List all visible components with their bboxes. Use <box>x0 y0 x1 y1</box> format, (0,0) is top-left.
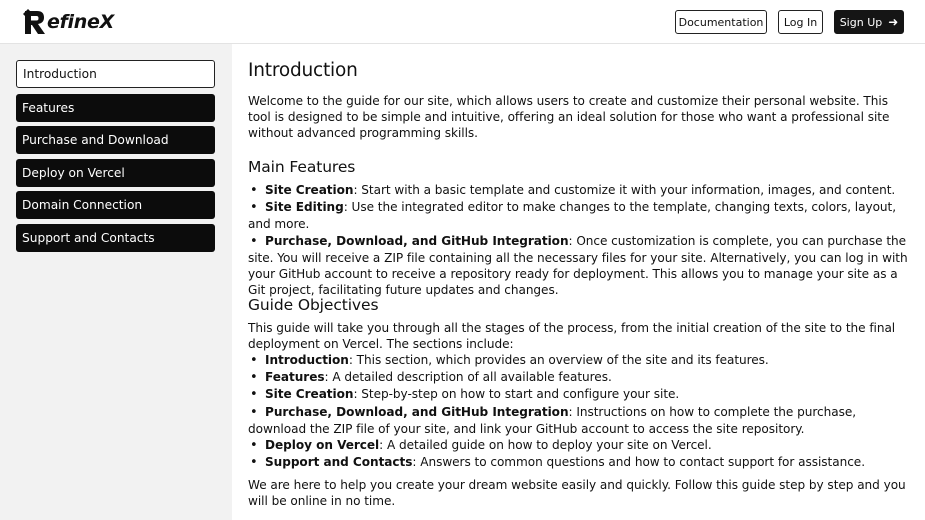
list-item <box>248 386 910 403</box>
list-item-text: : Use the integrated editor to make changes to the template, changing texts, colors, layout, and more. <box>248 200 897 232</box>
arrow-right-icon: ➜ <box>888 15 899 29</box>
list-item-text: : This section, which provides an overview of the site and its features. <box>348 353 769 367</box>
list-item-text: : A detailed guide on how to deploy your site on Vercel. <box>379 438 712 453</box>
list-item-text: : Instructions on how to complete the purchase, download the ZIP file of your site, and link your GitHub account to access the site repository. <box>248 404 857 436</box>
sidebar-item-support-and-contacts[interactable] <box>16 224 215 252</box>
page-title: Introduction <box>248 60 358 81</box>
sidebar <box>0 44 232 520</box>
list-item <box>248 437 910 454</box>
sidebar-item-introduction[interactable] <box>16 60 215 88</box>
guide-objectives-intro: This guide will take you through all the stages of the process, from the initial creation of the site to the final deployment on Vercel. The sections include: <box>248 321 896 352</box>
list-item-term: Purchase, Download, and GitHub Integration <box>265 233 569 248</box>
logo-text: efineX <box>47 11 114 33</box>
intro-paragraph: Welcome to the guide for our site, which allows users to create and customize their personal website. This tool is designed to be simple and intuitive, offering an ideal solution for those who want a professional site without advanced programming skills. <box>248 94 890 141</box>
sidebar-item-label: Deploy on Vercel <box>22 166 125 180</box>
guide-objectives-heading: Guide Objectives <box>248 296 379 314</box>
list-item-term: Site Creation <box>265 183 354 197</box>
signup-label: Sign Up <box>839 15 883 29</box>
login-button[interactable]: Log In <box>778 10 823 34</box>
sidebar-item-deploy-on-vercel[interactable] <box>16 159 215 187</box>
refinex-logo[interactable] <box>22 7 114 37</box>
logo-r-icon <box>22 8 48 36</box>
documentation-button[interactable]: Documentation <box>675 10 767 34</box>
list-item-term: Introduction <box>265 353 349 367</box>
list-item <box>248 199 910 232</box>
main-features-heading: Main Features <box>248 158 356 176</box>
list-item <box>248 369 910 386</box>
sidebar-item-label: Features <box>22 101 75 115</box>
list-item-term: Features <box>265 370 325 385</box>
list-item-text: : Once customization is complete, you can purchase the site. You will receive a ZIP file containing all the necessary files for your site. Alternatively, you can log in with your GitHub account to receive a repository ready for deployment. This allows you to manage your site as a Git project, facilitating future updates and changes. <box>248 233 908 298</box>
sidebar-item-features[interactable] <box>16 94 215 122</box>
list-item <box>248 182 910 199</box>
list-item <box>248 404 910 437</box>
list-item-term: Site Editing <box>265 200 344 215</box>
guide-objectives-list <box>248 352 910 471</box>
list-item-term: Deploy on Vercel <box>265 438 380 453</box>
sidebar-item-domain-connection[interactable] <box>16 191 215 219</box>
sidebar-item-label: Introduction <box>23 67 97 81</box>
sidebar-item-label: Support and Contacts <box>22 231 155 245</box>
list-item-term: Support and Contacts <box>265 455 413 470</box>
sidebar-item-label: Domain Connection <box>22 198 143 212</box>
closing-paragraph: We are here to help you create your dream website easily and quickly. Follow this guide step by step and you will be online in no time. <box>248 478 906 509</box>
list-item-term: Site Creation <box>265 387 354 402</box>
sidebar-item-label: Purchase and Download <box>22 133 169 147</box>
main-features-list <box>248 182 910 298</box>
list-item-text: : A detailed description of all available features. <box>324 370 612 385</box>
list-item <box>248 352 910 369</box>
list-item <box>248 454 910 471</box>
top-header <box>0 0 925 44</box>
list-item-text: : Answers to common questions and how to contact support for assistance. <box>412 455 865 470</box>
list-item <box>248 233 910 299</box>
sidebar-item-purchase-and-download[interactable] <box>16 126 215 154</box>
list-item-text: : Start with a basic template and customize it with your information, images, and content. <box>353 183 896 197</box>
list-item-term: Purchase, Download, and GitHub Integration <box>265 404 569 419</box>
list-item-text: : Step-by-step on how to start and configure your site. <box>353 387 680 402</box>
signup-button[interactable] <box>834 10 904 34</box>
